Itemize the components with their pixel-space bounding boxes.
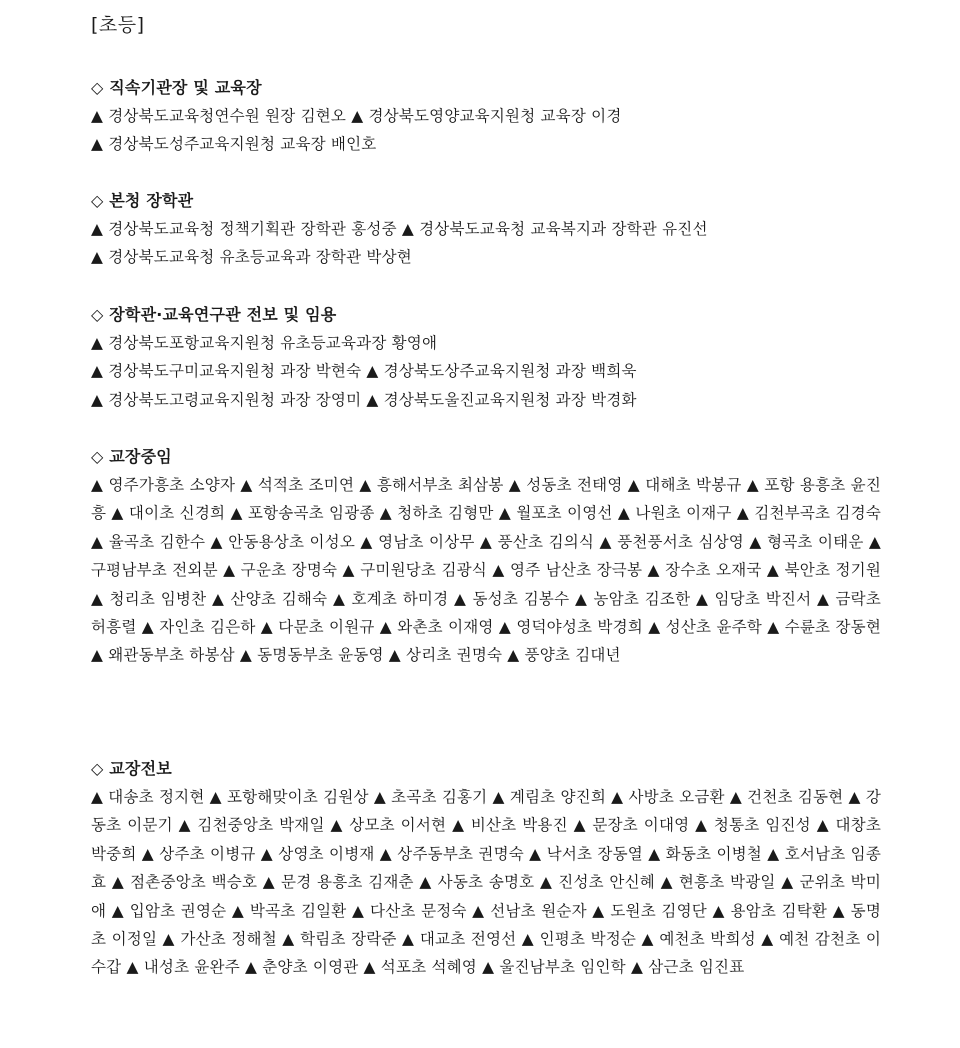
appointment-line: ▲ 경상북도포항교육지원청 유초등교육과장 황영애 bbox=[91, 334, 438, 352]
section-direct-agency-heads bbox=[91, 74, 881, 159]
section-supervisor-transfers bbox=[91, 301, 881, 414]
section-principal-reappointment bbox=[91, 443, 881, 670]
section-heading: ◇ 직속기관장 및 교육장 bbox=[91, 78, 262, 97]
document-title: [초등] bbox=[91, 14, 145, 36]
section-hq-supervisors bbox=[91, 187, 881, 272]
section-heading: ◇ 교장전보 bbox=[91, 759, 172, 778]
section-principal-transfers bbox=[91, 755, 881, 982]
section-heading: ◇ 본청 장학관 bbox=[91, 191, 194, 210]
appointment-line: ▲ 경상북도교육청 유초등교육과 장학관 박상현 bbox=[91, 248, 412, 267]
appointment-line: ▲ 경상북도성주교육지원청 교육장 배인호 bbox=[91, 135, 377, 154]
appointment-line: ▲ 경상북도구미교육지원청 과장 박현숙 ▲ 경상북도상주교육지원청 과장 백희욱 bbox=[91, 362, 637, 381]
appointment-paragraph: ▲ 대송초 정지현 ▲ 포항해맞이초 김원상 ▲ 초곡초 김홍기 ▲ 계림초 양진희 ▲ 사방초 오금환 ▲ 건천초 김동현 ▲ 강동초 이문기 ▲ 김천중앙초 박재일 ▲ 상모초 이서현 ▲ 비산초 박용진 ▲ 문장초 이대영 ▲ 청통초 임진성 ▲ 대창초 박중희 ▲ 상주초 이병규 ▲ 상영초 이병재 ▲ 상주동부초 권명숙 ▲ 낙서초 장동열 ▲ 화동초 이병철 ▲ 호서남초 임종효 ▲ 점촌중앙초 백승호 ▲ 문경 용흥초 김재춘 ▲ 사동초 송명호 ▲ 진성초 안신혜 ▲ 현흥초 박광일 ▲ 군위초 박미애 ▲ 입암초 권영순 ▲ 박곡초 김일환 ▲ 다산초 문정숙 ▲ 선남초 원순자 ▲ 도원초 김영단 ▲ 용암초 김탁환 ▲ 동명초 이정일 ▲ 가산초 정해철 ▲ 학림초 장락준 ▲ 대교초 전영선 ▲ 인평초 박정순 ▲ 예천초 박희성 ▲ 예천 감천초 이수갑 ▲ 내성초 윤완주 ▲ 춘양초 이영관 ▲ 석포초 석혜영 ▲ 울진남부초 임인학 ▲ 삼근초 임진표 bbox=[91, 788, 881, 977]
appointment-line: ▲ 경상북도교육청연수원 원장 김현오 ▲ 경상북도영양교육지원청 교육장 이경 bbox=[91, 107, 622, 125]
appointment-paragraph: ▲ 영주가흥초 소양자 ▲ 석적초 조미연 ▲ 흥해서부초 최삼봉 ▲ 성동초 전태영 ▲ 대해초 박봉규 ▲ 포항 용흥초 윤진흥 ▲ 대이초 신경희 ▲ 포항송곡초 임광종 ▲ 청하초 김형만 ▲ 월포초 이영선 ▲ 나원초 이재구 ▲ 김천부곡초 김경숙 ▲ 율곡초 김한수 ▲ 안동용상초 이성오 ▲ 영남초 이상무 ▲ 풍산초 김의식 ▲ 풍천풍서초 심상영 ▲ 형곡초 이태운 ▲ 구평남부초 전외분 ▲ 구운초 장명숙 ▲ 구미원당초 김광식 ▲ 영주 남산초 장극봉 ▲ 장수초 오재국 ▲ 북안초 정기원 ▲ 청리초 임병찬 ▲ 산양초 김해숙 ▲ 호계초 하미경 ▲ 동성초 김봉수 ▲ 농암초 김조한 ▲ 임당초 박진서 ▲ 금락초 허흥렬 ▲ 자인초 김은하 ▲ 다문초 이원규 ▲ 와촌초 이재영 ▲ 영덕야성초 박경희 ▲ 성산초 윤주학 ▲ 수륜초 장동현 ▲ 왜관동부초 하봉삼 ▲ 동명동부초 윤동영 ▲ 상리초 권명숙 ▲ 풍양초 김대년 bbox=[91, 476, 881, 665]
section-heading: ◇ 교장중임 bbox=[91, 447, 172, 466]
appointment-line: ▲ 경상북도교육청 정책기획관 장학관 홍성중 ▲ 경상북도교육청 교육복지과 장학관 유진선 bbox=[91, 220, 708, 238]
appointment-line: ▲ 경상북도고령교육지원청 과장 장영미 ▲ 경상북도울진교육지원청 과장 박경화 bbox=[91, 390, 637, 409]
section-heading: ◇ 장학관·교육연구관 전보 및 임용 bbox=[91, 305, 337, 324]
